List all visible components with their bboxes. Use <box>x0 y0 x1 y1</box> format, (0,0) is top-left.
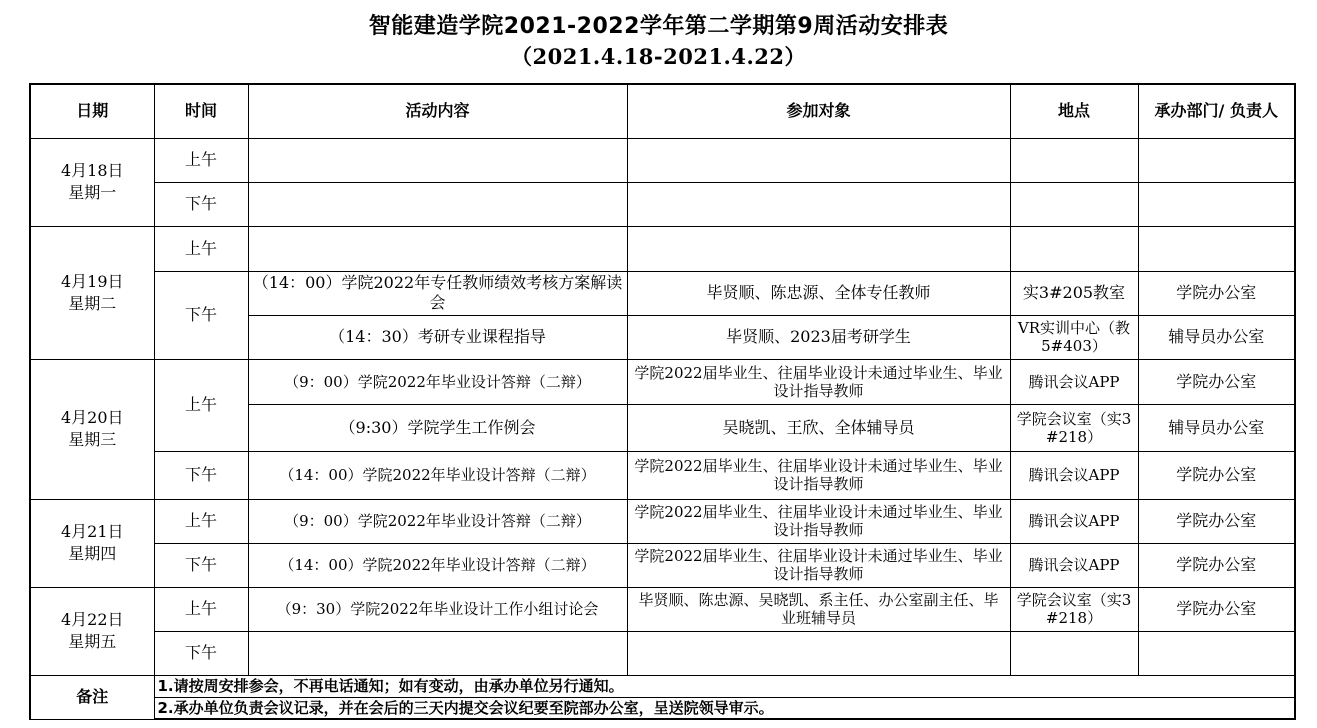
activity-content: （9:30）学院学生工作例会 <box>248 404 627 451</box>
header-organizer: 承办部门/ 负责人 <box>1138 84 1295 138</box>
activity-content: （14：00）学院2022年毕业设计答辩（二辩） <box>248 543 627 587</box>
header-participants: 参加对象 <box>627 84 1010 138</box>
table-row <box>30 587 1295 631</box>
day-cell <box>30 587 154 675</box>
page-title: 智能建造学院2021-2022学年第二学期第9周活动安排表 <box>368 14 949 39</box>
table-row <box>30 499 1295 543</box>
notes-row <box>30 697 1295 719</box>
activity-participants: 学院2022届毕业生、往届毕业设计未通过毕业生、毕业设计指导教师 <box>627 543 1010 587</box>
day-weekday: 星期三 <box>68 430 117 449</box>
period-pm: 下午 <box>154 451 248 499</box>
activity-participants: 吴晓凯、王欣、全体辅导员 <box>627 404 1010 451</box>
period-am: 上午 <box>154 226 248 271</box>
day-weekday: 星期一 <box>68 183 117 202</box>
activity-content: （14：00）学院2022年毕业设计答辩（二辩） <box>248 451 627 499</box>
header-row <box>30 84 1295 138</box>
activity-participants: 毕贤顺、陈忠源、吴晓凯、系主任、办公室副主任、毕业班辅导员 <box>627 587 1010 631</box>
activity-organizer <box>1138 138 1295 182</box>
activity-participants: 毕贤顺、2023届考研学生 <box>627 315 1010 359</box>
day-cell <box>30 359 154 499</box>
period-pm: 下午 <box>154 271 248 359</box>
activity-content <box>248 182 627 226</box>
table-row <box>30 543 1295 587</box>
activity-participants <box>627 631 1010 675</box>
activity-organizer: 学院办公室 <box>1138 451 1295 499</box>
table-row <box>30 182 1295 226</box>
activity-organizer: 学院办公室 <box>1138 587 1295 631</box>
activity-location: 实3#205教室 <box>1010 271 1138 315</box>
header-content: 活动内容 <box>248 84 627 138</box>
notes-label: 备注 <box>30 675 154 719</box>
period-am: 上午 <box>154 138 248 182</box>
header-date: 日期 <box>30 84 154 138</box>
activity-content: （14：30）考研专业课程指导 <box>248 315 627 359</box>
table-row <box>30 451 1295 499</box>
activity-participants: 学院2022届毕业生、往届毕业设计未通过毕业生、毕业设计指导教师 <box>627 359 1010 404</box>
day-weekday: 星期五 <box>68 632 117 651</box>
day-weekday: 星期四 <box>68 544 117 563</box>
header-time: 时间 <box>154 84 248 138</box>
activity-participants <box>627 226 1010 271</box>
activity-location: VR实训中心（教5#403） <box>1010 315 1138 359</box>
page-subtitle: （2021.4.18-2021.4.22） <box>510 44 807 69</box>
table-row <box>30 359 1295 404</box>
activity-organizer: 学院办公室 <box>1138 499 1295 543</box>
activity-participants <box>627 182 1010 226</box>
activity-content <box>248 226 627 271</box>
day-date: 4月22日 <box>60 610 124 629</box>
activity-organizer: 学院办公室 <box>1138 359 1295 404</box>
activity-location: 腾讯会议APP <box>1010 499 1138 543</box>
activity-location: 学院会议室（实3#218） <box>1010 404 1138 451</box>
activity-organizer <box>1138 226 1295 271</box>
period-pm: 下午 <box>154 631 248 675</box>
activity-organizer <box>1138 182 1295 226</box>
header-location: 地点 <box>1010 84 1138 138</box>
activity-content <box>248 631 627 675</box>
activity-content <box>248 138 627 182</box>
day-date: 4月20日 <box>60 408 124 427</box>
table-row <box>30 631 1295 675</box>
activity-participants: 毕贤顺、陈忠源、全体专任教师 <box>627 271 1010 315</box>
table-row <box>30 226 1295 271</box>
activity-participants: 学院2022届毕业生、往届毕业设计未通过毕业生、毕业设计指导教师 <box>627 499 1010 543</box>
day-weekday: 星期二 <box>68 293 117 313</box>
schedule-table <box>29 83 1296 720</box>
activity-location: 腾讯会议APP <box>1010 543 1138 587</box>
period-am: 上午 <box>154 587 248 631</box>
activity-location <box>1010 138 1138 182</box>
day-cell <box>30 226 154 359</box>
day-date: 4月21日 <box>60 522 124 541</box>
day-cell <box>30 499 154 587</box>
activity-location: 学院会议室（实3#218） <box>1010 587 1138 631</box>
activity-content: （9：00）学院2022年毕业设计答辩（二辩） <box>248 499 627 543</box>
notes-item: 2.承办单位负责会议记录，并在会后的三天内提交会议纪要至院部办公室，呈送院领导审示。 <box>154 697 1295 719</box>
period-am: 上午 <box>154 499 248 543</box>
activity-participants: 学院2022届毕业生、往届毕业设计未通过毕业生、毕业设计指导教师 <box>627 451 1010 499</box>
activity-content: （9：00）学院2022年毕业设计答辩（二辩） <box>248 359 627 404</box>
activity-organizer: 辅导员办公室 <box>1138 404 1295 451</box>
period-pm: 下午 <box>154 182 248 226</box>
activity-location: 腾讯会议APP <box>1010 359 1138 404</box>
period-pm: 下午 <box>154 543 248 587</box>
activity-participants <box>627 138 1010 182</box>
activity-location <box>1010 226 1138 271</box>
table-row <box>30 271 1295 315</box>
period-am: 上午 <box>154 359 248 451</box>
notes-row <box>30 675 1295 697</box>
activity-organizer: 学院办公室 <box>1138 543 1295 587</box>
activity-organizer: 辅导员办公室 <box>1138 315 1295 359</box>
activity-location: 腾讯会议APP <box>1010 451 1138 499</box>
day-date: 4月18日 <box>60 161 124 180</box>
day-cell <box>30 138 154 226</box>
day-date: 4月19日 <box>60 271 124 291</box>
activity-location <box>1010 631 1138 675</box>
activity-content: （9：30）学院2022年毕业设计工作小组讨论会 <box>248 587 627 631</box>
activity-organizer <box>1138 631 1295 675</box>
table-row <box>30 138 1295 182</box>
activity-location <box>1010 182 1138 226</box>
activity-organizer: 学院办公室 <box>1138 271 1295 315</box>
notes-item: 1.请按周安排参会，不再电话通知；如有变动，由承办单位另行通知。 <box>154 675 1295 697</box>
activity-content: （14：00）学院2022年专任教师绩效考核方案解读会 <box>248 271 627 315</box>
